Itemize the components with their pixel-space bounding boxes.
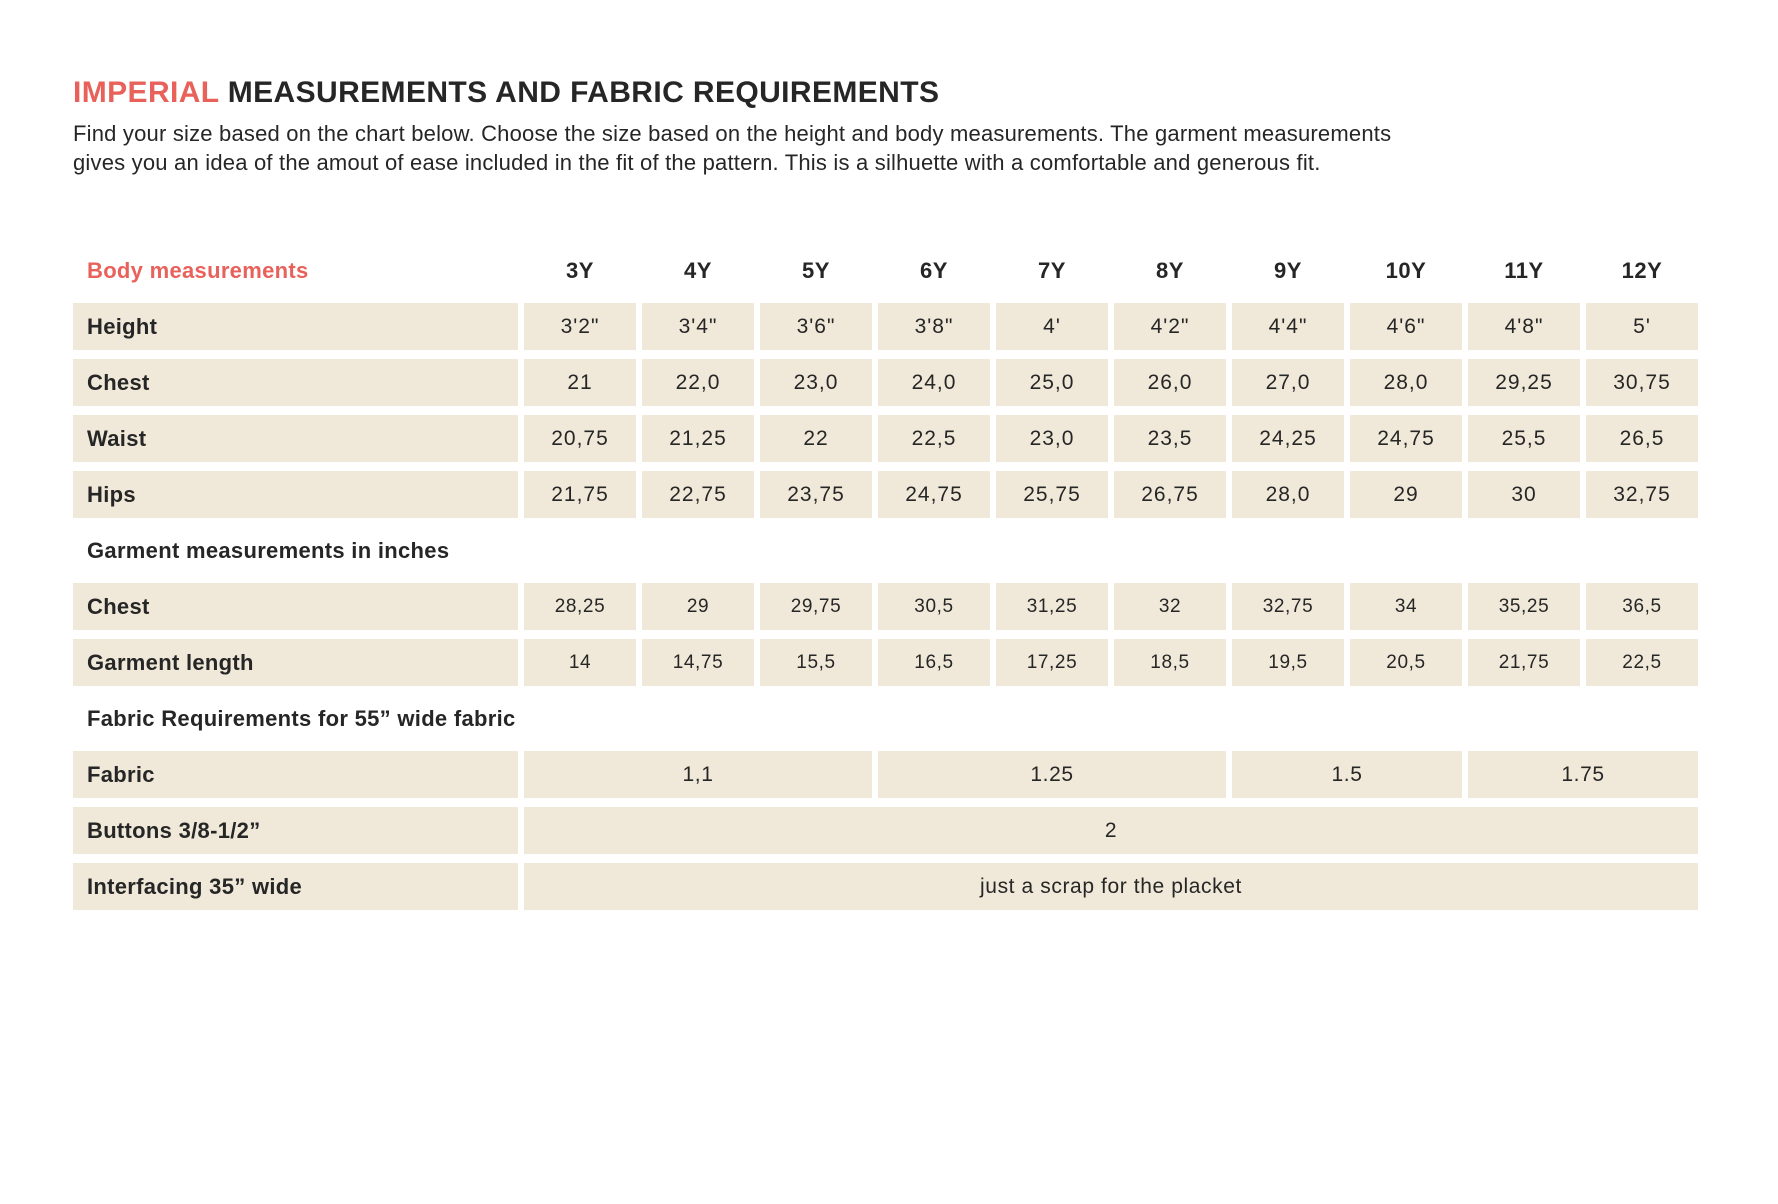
value-cell-waist-1: 21,25 xyxy=(642,415,754,462)
row-label-chest: Chest xyxy=(73,359,518,406)
column-header-body-measurements: Body measurements xyxy=(87,257,309,283)
value-cell-garment-length-2: 15,5 xyxy=(760,639,872,686)
row-label-waist: Waist xyxy=(73,415,518,462)
value-cell-hips-6: 28,0 xyxy=(1232,471,1344,518)
column-header-size-10y: 10Y xyxy=(1385,257,1427,283)
value-cell-fabric-0: 1,1 xyxy=(524,751,872,798)
value-cell-chest-5: 26,0 xyxy=(1114,359,1226,406)
value-cell-fabric-2: 1.5 xyxy=(1232,751,1462,798)
intro-line-1: Find your size based on the chart below. Choose the size based on the height and body measurements. The garment measurements xyxy=(73,121,1392,146)
value-cell-height-8: 4'8" xyxy=(1468,303,1580,350)
value-cell-height-2: 3'6" xyxy=(760,303,872,350)
value-cell-waist-0: 20,75 xyxy=(524,415,636,462)
row-label-hips: Hips xyxy=(73,471,518,518)
value-cell-hips-7: 29 xyxy=(1350,471,1462,518)
value-cell-chest-1: 22,0 xyxy=(642,359,754,406)
value-cell-chest-3: 24,0 xyxy=(878,359,990,406)
value-cell-chest-4: 31,25 xyxy=(996,583,1108,630)
value-cell-garment-length-4: 17,25 xyxy=(996,639,1108,686)
intro-line-2: gives you an idea of the amout of ease included in the fit of the pattern. This is a silhuette with a comfortable and generous fit. xyxy=(73,150,1321,175)
value-cell-chest-2: 23,0 xyxy=(760,359,872,406)
value-cell-waist-6: 24,25 xyxy=(1232,415,1344,462)
value-cell-height-3: 3'8" xyxy=(878,303,990,350)
value-cell-garment-length-9: 22,5 xyxy=(1586,639,1698,686)
value-cell-height-6: 4'4" xyxy=(1232,303,1344,350)
row-label-interfacing-35-wide: Interfacing 35” wide xyxy=(73,863,518,910)
value-cell-chest-0: 28,25 xyxy=(524,583,636,630)
value-cell-chest-6: 27,0 xyxy=(1232,359,1344,406)
column-header-size-8y: 8Y xyxy=(1156,257,1184,283)
row-label-buttons-3-8-1-2: Buttons 3/8-1/2” xyxy=(73,807,518,854)
value-cell-waist-5: 23,5 xyxy=(1114,415,1226,462)
value-cell-chest-7: 28,0 xyxy=(1350,359,1462,406)
value-cell-height-9: 5' xyxy=(1586,303,1698,350)
value-cell-fabric-3: 1.75 xyxy=(1468,751,1698,798)
value-cell-waist-4: 23,0 xyxy=(996,415,1108,462)
value-cell-garment-length-5: 18,5 xyxy=(1114,639,1226,686)
column-header-size-4y: 4Y xyxy=(684,257,712,283)
value-cell-garment-length-7: 20,5 xyxy=(1350,639,1462,686)
value-cell-garment-length-1: 14,75 xyxy=(642,639,754,686)
value-cell-hips-3: 24,75 xyxy=(878,471,990,518)
section-title-fabric-requirements-for-55-wide-fabric: Fabric Requirements for 55” wide fabric xyxy=(73,695,1698,742)
value-cell-fabric-1: 1.25 xyxy=(878,751,1226,798)
column-header-size-3y: 3Y xyxy=(566,257,594,283)
row-label-garment-length: Garment length xyxy=(73,639,518,686)
value-cell-chest-7: 34 xyxy=(1350,583,1462,630)
value-cell-buttons-3-8-1-2-0: 2 xyxy=(524,807,1698,854)
value-cell-interfacing-35-wide-0: just a scrap for the placket xyxy=(524,863,1698,910)
value-cell-hips-0: 21,75 xyxy=(524,471,636,518)
value-cell-chest-3: 30,5 xyxy=(878,583,990,630)
value-cell-height-0: 3'2" xyxy=(524,303,636,350)
value-cell-chest-9: 36,5 xyxy=(1586,583,1698,630)
value-cell-height-5: 4'2" xyxy=(1114,303,1226,350)
value-cell-hips-9: 32,75 xyxy=(1586,471,1698,518)
value-cell-chest-8: 29,25 xyxy=(1468,359,1580,406)
column-header-size-6y: 6Y xyxy=(920,257,948,283)
value-cell-hips-1: 22,75 xyxy=(642,471,754,518)
column-header-size-7y: 7Y xyxy=(1038,257,1066,283)
value-cell-chest-9: 30,75 xyxy=(1586,359,1698,406)
section-title-garment-measurements-in-inches: Garment measurements in inches xyxy=(73,527,1698,574)
column-header-size-9y: 9Y xyxy=(1274,257,1302,283)
size-chart-table xyxy=(73,247,1698,910)
value-cell-garment-length-3: 16,5 xyxy=(878,639,990,686)
value-cell-waist-3: 22,5 xyxy=(878,415,990,462)
column-header-size-11y: 11Y xyxy=(1504,257,1544,283)
value-cell-garment-length-0: 14 xyxy=(524,639,636,686)
value-cell-chest-5: 32 xyxy=(1114,583,1226,630)
value-cell-garment-length-6: 19,5 xyxy=(1232,639,1344,686)
page-title xyxy=(73,76,1778,110)
value-cell-chest-2: 29,75 xyxy=(760,583,872,630)
value-cell-waist-9: 26,5 xyxy=(1586,415,1698,462)
intro-text xyxy=(73,119,1778,177)
value-cell-hips-5: 26,75 xyxy=(1114,471,1226,518)
value-cell-waist-2: 22 xyxy=(760,415,872,462)
value-cell-chest-4: 25,0 xyxy=(996,359,1108,406)
value-cell-hips-2: 23,75 xyxy=(760,471,872,518)
value-cell-height-1: 3'4" xyxy=(642,303,754,350)
column-header-size-12y: 12Y xyxy=(1621,257,1663,283)
value-cell-garment-length-8: 21,75 xyxy=(1468,639,1580,686)
value-cell-height-7: 4'6" xyxy=(1350,303,1462,350)
value-cell-hips-8: 30 xyxy=(1468,471,1580,518)
value-cell-hips-4: 25,75 xyxy=(996,471,1108,518)
value-cell-waist-7: 24,75 xyxy=(1350,415,1462,462)
row-label-height: Height xyxy=(73,303,518,350)
row-label-fabric: Fabric xyxy=(73,751,518,798)
value-cell-chest-0: 21 xyxy=(524,359,636,406)
page-title-accent: IMPERIAL xyxy=(73,76,219,109)
value-cell-height-4: 4' xyxy=(996,303,1108,350)
page-title-rest: MEASUREMENTS AND FABRIC REQUIREMENTS xyxy=(219,76,940,109)
row-label-chest: Chest xyxy=(73,583,518,630)
column-header-size-5y: 5Y xyxy=(802,257,830,283)
value-cell-chest-1: 29 xyxy=(642,583,754,630)
value-cell-chest-6: 32,75 xyxy=(1232,583,1344,630)
value-cell-chest-8: 35,25 xyxy=(1468,583,1580,630)
value-cell-waist-8: 25,5 xyxy=(1468,415,1580,462)
